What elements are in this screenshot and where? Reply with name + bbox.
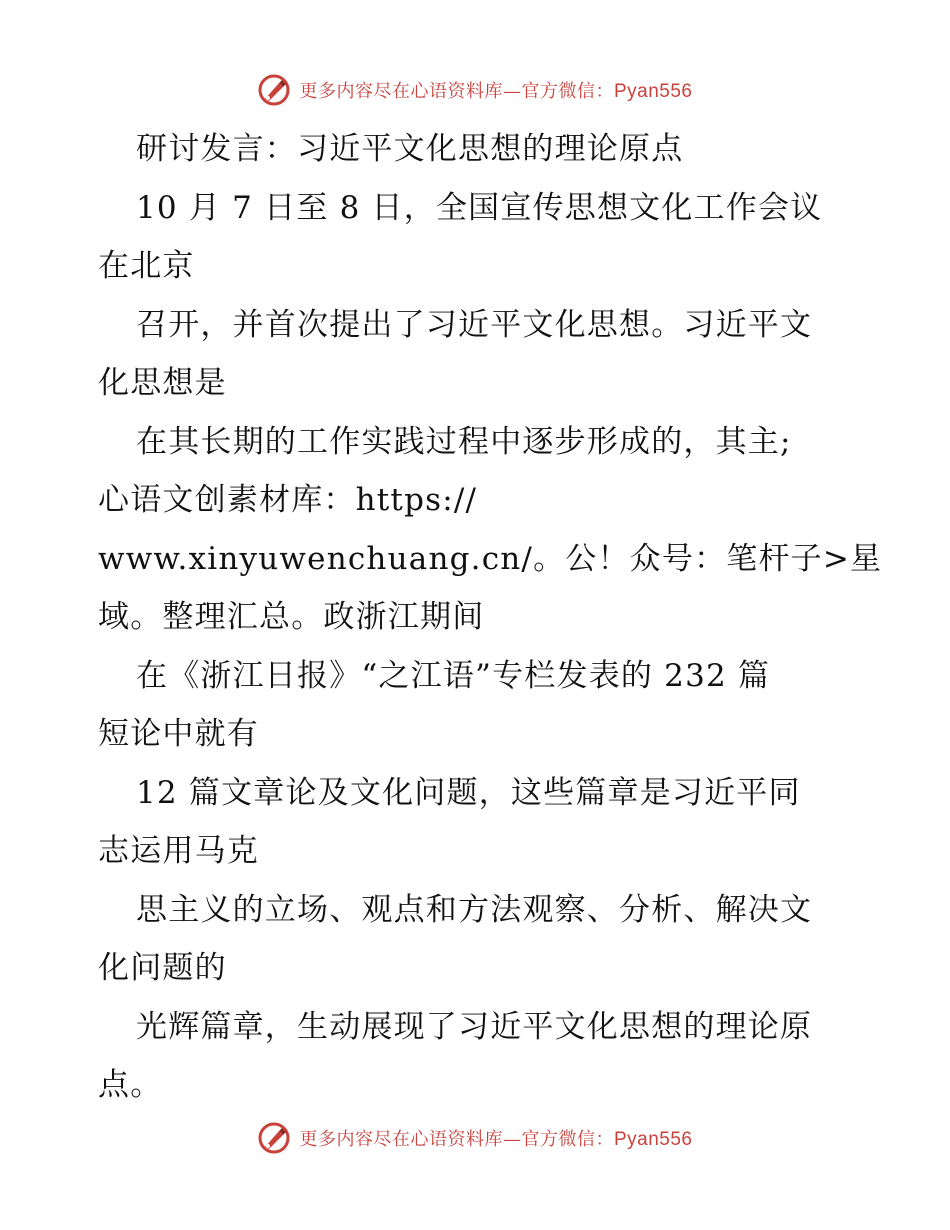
banner-separator: — <box>502 1129 522 1150</box>
text-line: 志运用马克 <box>98 833 259 869</box>
text-line: 化思想是 <box>98 365 227 401</box>
text-line: 召开，并首次提出了习近平文化思想。习近平文 <box>136 306 813 343</box>
text-line: 在其长期的工作实践过程中逐步形成的，其主; <box>136 423 792 460</box>
banner-wechat-id: Pyan556 <box>613 81 693 102</box>
text-line: 光辉篇章，生动展现了习近平文化思想的理论原 <box>136 1008 813 1045</box>
banner-wechat-label: 官方微信： <box>521 81 614 102</box>
banner-separator: — <box>502 81 522 102</box>
banner-text <box>299 1125 692 1151</box>
text-line: 思主义的立场、观点和方法观察、分析、解决文 <box>136 891 813 928</box>
text-line: 心语文创素材库：https:// <box>98 482 478 518</box>
text-line: 在北京 <box>98 248 195 284</box>
text-line: 化问题的 <box>98 950 227 986</box>
banner-wechat-id: Pyan556 <box>613 1129 693 1150</box>
text-line: 点。 <box>98 1067 163 1103</box>
text-line: 域。整理汇总。政浙江期间 <box>98 599 485 635</box>
text-line: www.xinyuwenchuang.cn/。公！众号：笔杆子>星 <box>98 540 883 577</box>
pen-logo-icon <box>257 73 291 107</box>
pen-logo-icon <box>257 1121 291 1155</box>
header-banner <box>0 70 950 110</box>
footer-banner <box>0 1118 950 1158</box>
text-line: 在《浙江日报》“之江语”专栏发表的 232 篇 <box>136 657 771 694</box>
banner-text <box>299 77 692 103</box>
banner-main-text: 更多内容尽在心语资料库 <box>299 1129 503 1150</box>
text-line: 短论中就有 <box>98 716 259 752</box>
document-body <box>98 120 883 1115</box>
banner-main-text: 更多内容尽在心语资料库 <box>299 81 503 102</box>
text-line: 12 篇文章论及文化问题，这些篇章是习近平同 <box>136 774 801 811</box>
text-line: 10 月 7 日至 8 日，全国宣传思想文化工作会议 <box>136 189 823 226</box>
document-title: 研讨发言：习近平文化思想的理论原点 <box>136 131 684 167</box>
banner-wechat-label: 官方微信： <box>521 1129 614 1150</box>
